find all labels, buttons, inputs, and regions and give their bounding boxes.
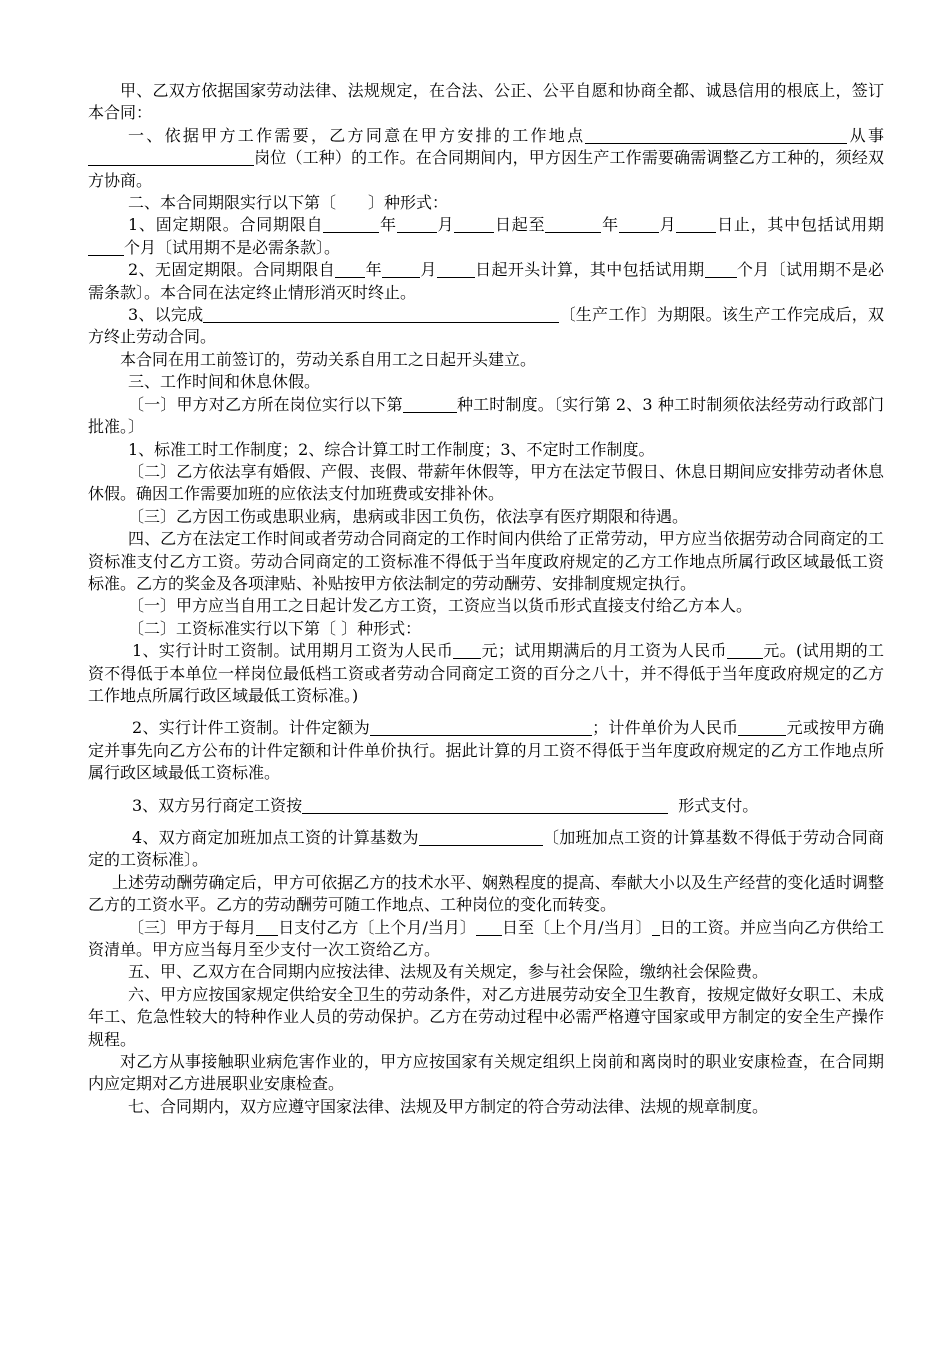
clause-3-1-options: 1、标准工时工作制度；2、综合计算工时工作制度；3、不定时工作制度。 <box>128 439 655 459</box>
clause-2-heading: 二、本合同期限实行以下第〔 〕种形式： <box>128 193 449 213</box>
pay-period-end-day-field[interactable] <box>652 917 660 936</box>
clause-2-note: 本合同在用工前签订的，劳动关系自用工之日起开头建立。 <box>120 349 537 369</box>
clause-6-paragraph: 六、甲方应按国家规定供给安全卫生的劳动条件，对乙方进展劳动安全卫生教育，按规定做好女职工、未成年工、危急性较大的特种作业人员的劳动保护。乙方在劳动过程中必需严格遵守国家或甲方制定的安全生产操作规程。 <box>88 984 884 1049</box>
clause-5-paragraph: 五、甲、乙双方在合同期内应按法律、法规及有关规定，参与社会保险，缴纳社会保险费。 <box>128 962 769 982</box>
open-probation-months-field[interactable] <box>705 259 737 278</box>
clause-2-2-paragraph: 2、无固定期限。合同期限自 年 月 日起开头计算，其中包括试用期 个月〔试用期不是必需条款〕。本合同在法定终止情形消灭时终止。 <box>88 260 884 302</box>
working-hours-system-field[interactable] <box>403 394 457 413</box>
clause-3-heading: 三、工作时间和休息休假。 <box>128 372 321 392</box>
piece-rate-field[interactable] <box>738 717 786 736</box>
fixed-start-month-field[interactable] <box>397 214 437 233</box>
clause-4-2-1-paragraph: 1、实行计时工资制。试用期月工资为人民币 元；试用期满后的月工资为人民币 元。(试用期的工资不得低于本单位一样岗位最低档工资或者劳动合同商定工资的百分之八十，并不得低于当年度政府规定的乙方工作地点所属行政区域最低工资标准。) <box>88 641 884 705</box>
probation-monthly-wage-field[interactable] <box>453 640 481 659</box>
regular-monthly-wage-field[interactable] <box>727 640 763 659</box>
clause-4-2-3-paragraph: 3、双方另行商定工资按 形式支付。 <box>132 795 759 815</box>
clause-4-3-paragraph: 〔三〕甲方于每月 日支付乙方〔上个月/当月〕 日至〔上个月/当月〕 日的工资。并应当向乙方供给工资清单。甲方应当每月至少支付一次工资给乙方。 <box>88 917 884 960</box>
clause-4-1-paragraph: 〔一〕甲方应当自用工之日起计发乙方工资，工资应当以货币形式直接支付给乙方本人。 <box>128 596 753 616</box>
other-wage-form-field[interactable] <box>302 795 668 814</box>
clause-4-2-heading: 〔二〕工资标准实行以下第〔 〕种形式： <box>128 618 422 638</box>
work-location-field[interactable] <box>585 125 847 144</box>
fixed-end-year-field[interactable] <box>545 214 601 233</box>
clause-3-3-paragraph: 〔三〕乙方因工伤或患职业病，患病或非因工负伤，依法享有医疗期限和待遇。 <box>128 506 689 526</box>
open-start-day-field[interactable] <box>437 259 475 278</box>
clause-7-paragraph: 七、合同期内，双方应遵守国家法律、法规及甲方制定的符合劳动法律、法规的规章制度。 <box>128 1096 769 1116</box>
piece-quota-field[interactable] <box>370 717 592 736</box>
job-position-field[interactable] <box>88 147 254 166</box>
fixed-end-month-field[interactable] <box>619 214 659 233</box>
pay-period-start-day-field[interactable] <box>476 917 502 936</box>
clause-4-2-2-paragraph: 2、实行计件工资制。计件定额为 ；计件单价为人民币 元或按甲方确定并事先向乙方公布的计件定额和计件单价执行。据此计算的月工资不得低于当年度政府规定的乙方工作地点所属行政区域最低工资标准。 <box>88 718 884 783</box>
clause-6-health-check: 对乙方从事接触职业病危害作业的，甲方应按国家有关规定组织上岗前和离岗时的职业安康检查，在合同期内应定期对乙方进展职业安康检查。 <box>88 1052 884 1094</box>
task-completion-field[interactable] <box>203 304 559 323</box>
open-start-month-field[interactable] <box>382 259 420 278</box>
fixed-end-day-field[interactable] <box>676 214 716 233</box>
clause-1-paragraph: 一、依据甲方工作需要，乙方同意在甲方安排的工作地点 从事岗位（工种）的工作。在合同期间内，甲方因生产工作需要确需调整乙方工种的，须经双方协商。 <box>88 125 884 190</box>
clause-2-3-paragraph: 3、以完成 〔生产工作〕为期限。该生产工作完成后，双方终止劳动合同。 <box>88 305 884 347</box>
fixed-probation-months-field[interactable] <box>88 237 124 256</box>
clause-3-2-paragraph: 〔二〕乙方依法享有婚假、产假、丧假、带薪年休假等，甲方在法定节假日、休息日期间应安排劳动者休息休假。确因工作需要加班的应依法支付加班费或安排补休。 <box>88 461 884 504</box>
clause-2-1-paragraph: 1、固定期限。合同期限自 年 月 日起至 年 月 日止，其中包括试用期个月〔试用期不是必需条款〕。 <box>88 214 884 259</box>
open-start-year-field[interactable] <box>335 259 365 278</box>
clause-3-1-paragraph: 〔一〕甲方对乙方所在岗位实行以下第 种工时制度。〔实行第 2、3 种工时制须依法经劳动行政部门批准。〕 <box>88 394 884 437</box>
fixed-start-day-field[interactable] <box>454 214 494 233</box>
intro-paragraph: 甲、乙双方依据国家劳动法律、法规规定，在合法、公正、公平自愿和协商全都、诚恳信用的根底上，签订本合同： <box>88 81 884 123</box>
overtime-base-field[interactable] <box>419 827 543 846</box>
contract-document <box>88 80 884 1118</box>
fixed-start-year-field[interactable] <box>323 214 379 233</box>
clause-4-2-4-paragraph: 4、双方商定加班加点工资的计算基数为 〔加班加点工资的计算基数不得低于劳动合同商定的工资标准〕。 <box>88 828 884 870</box>
clause-4-adjustment: 上述劳动酬劳确定后，甲方可依据乙方的技术水平、娴熟程度的提高、奉献大小以及生产经营的变化适时调整乙方的工资水平。乙方的劳动酬劳可随工作地点、工种岗位的变化而转变。 <box>88 872 884 915</box>
clause-4-paragraph: 四、乙方在法定工作时间或者劳动合同商定的工作时间内供给了正常劳动，甲方应当依据劳动合同商定的工资标准支付乙方工资。劳动合同商定的工资标准不得低于当年度政府规定的乙方工作地点所属行政区域最低工资标准。乙方的奖金及各项津贴、补贴按甲方依法制定的劳动酬劳、安排制度规定执行。 <box>88 529 884 593</box>
pay-day-field[interactable] <box>256 917 278 936</box>
